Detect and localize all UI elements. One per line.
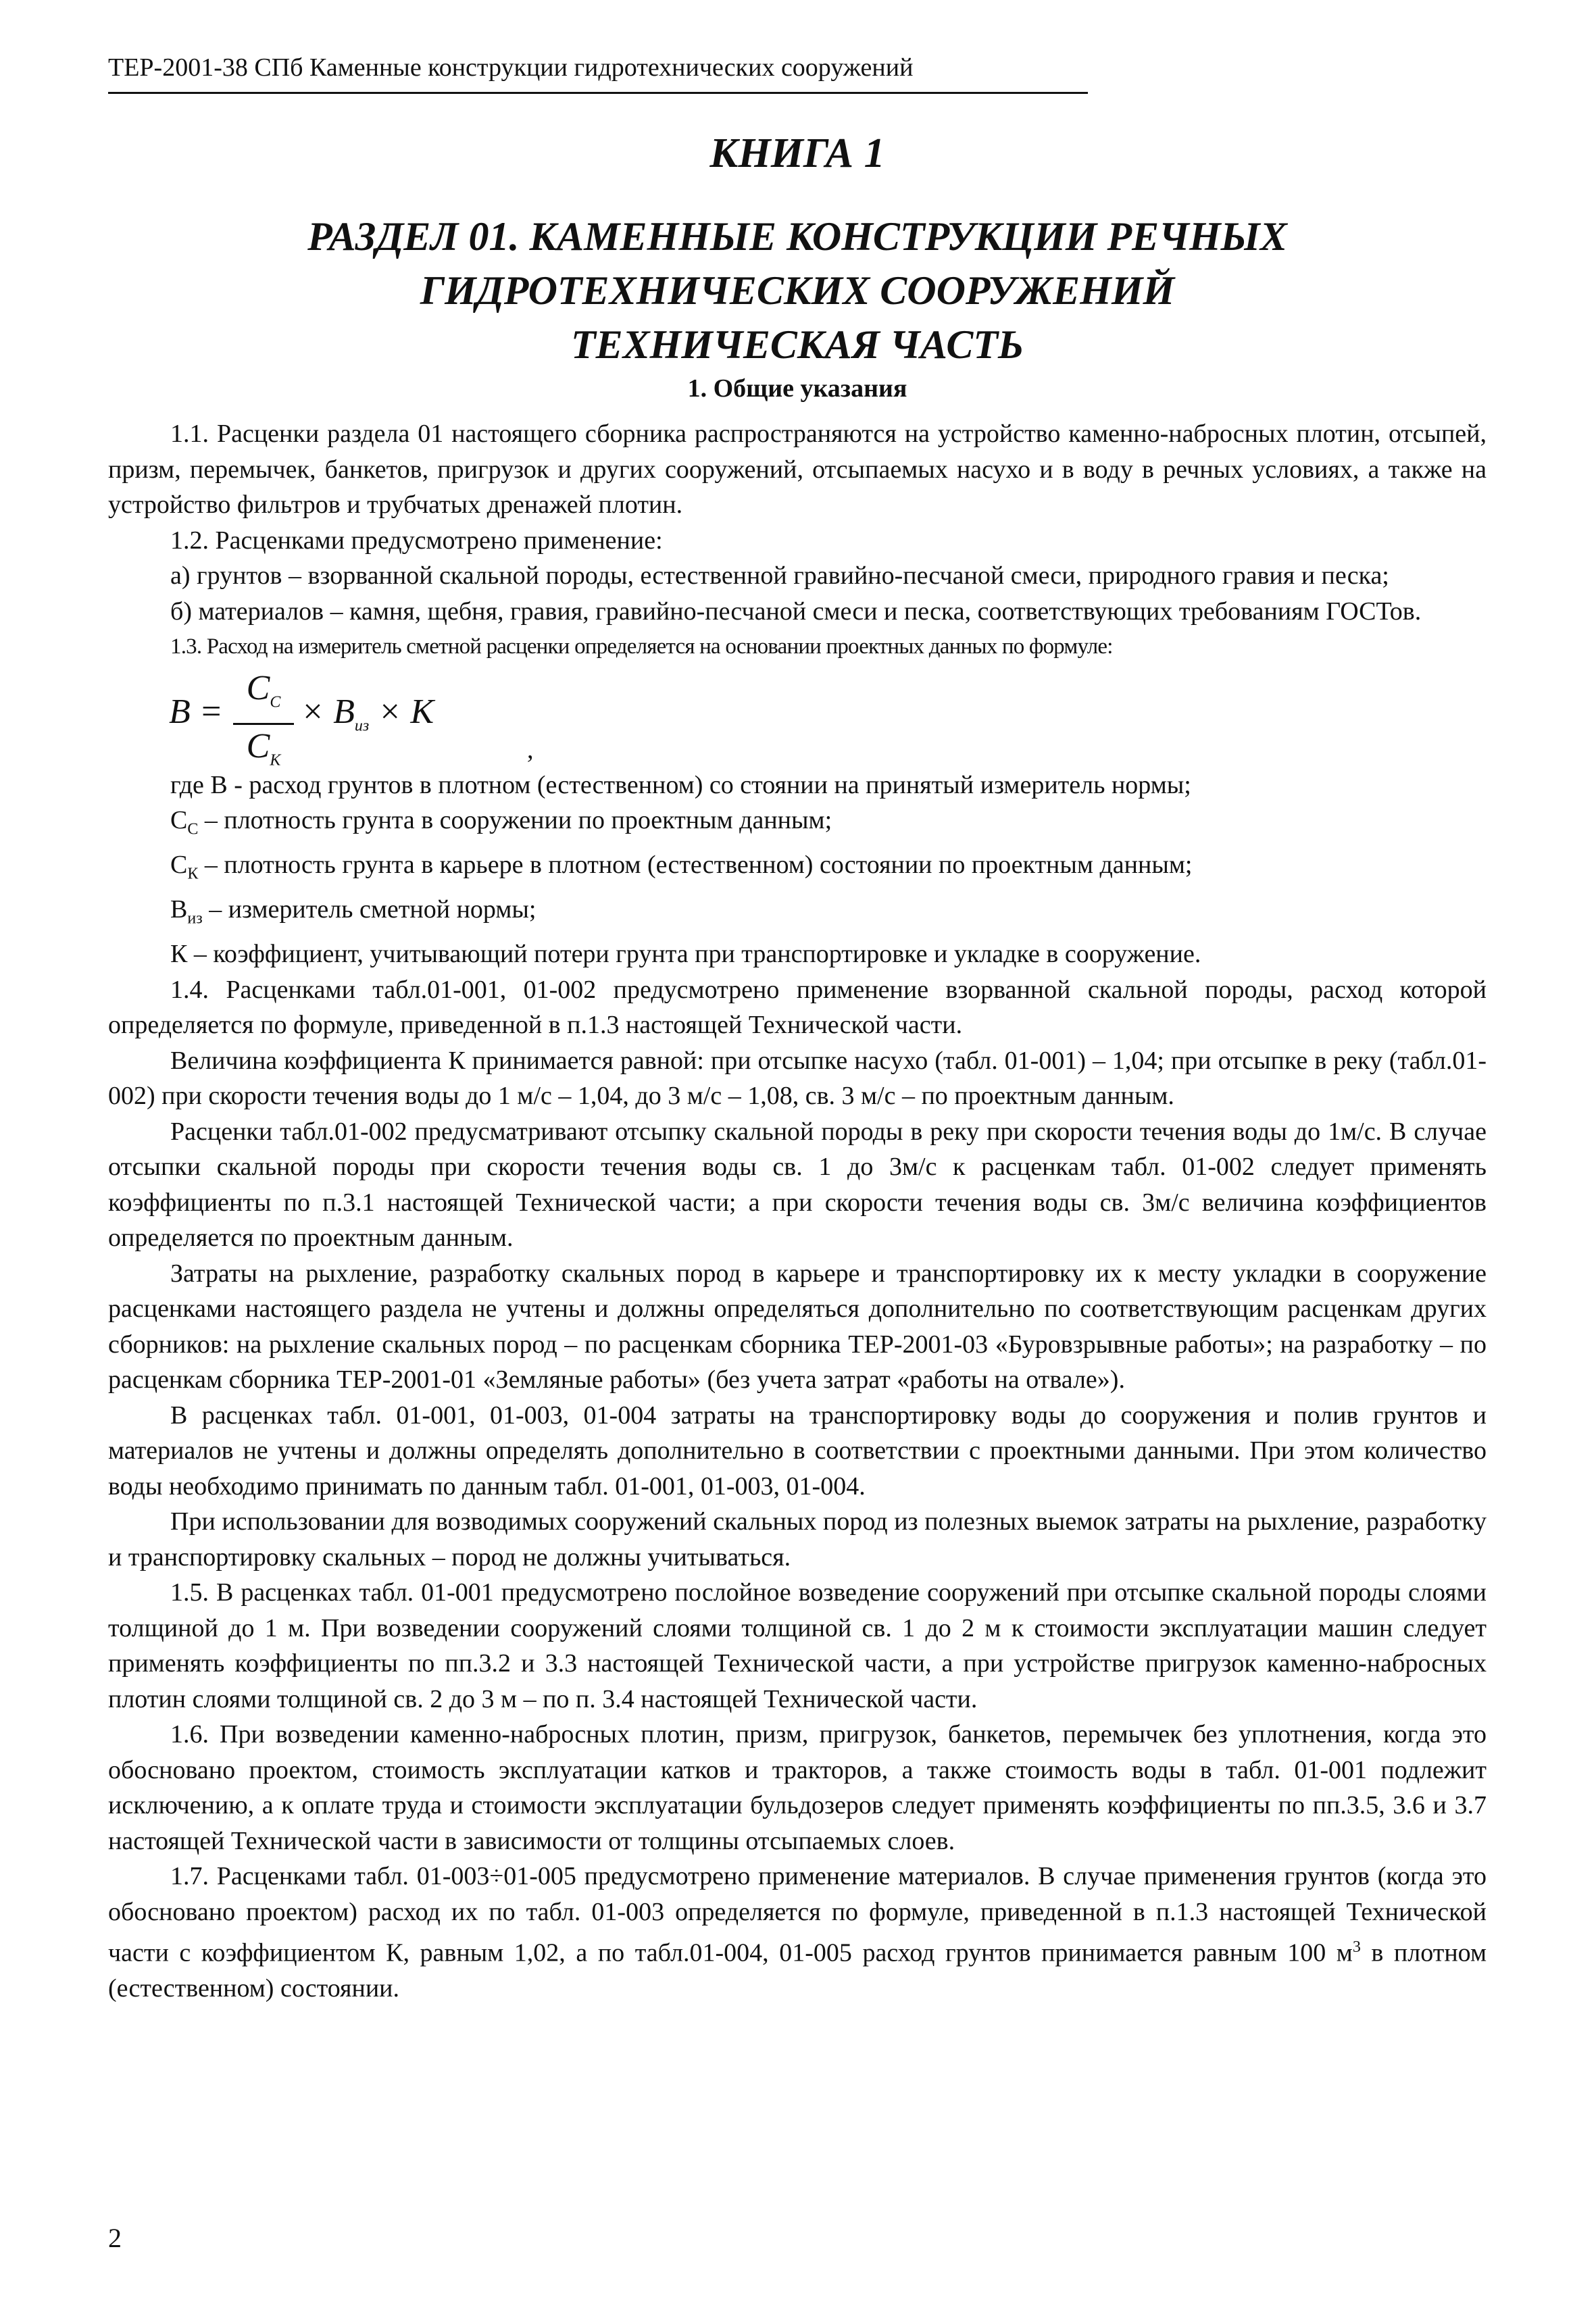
paragraph-1-4-excavation: При использовании для возводимых сооружений скальных пород из полезных выемок затраты на рыхление, разработку и транспортировку скальных – пород не должны учитываться. (108, 1507, 1487, 1571)
paragraph-1-2-b: б) материалов – камня, щебня, гравия, гравийно-песчаной смеси и песка, соответствующих требованиям ГОСТов. (170, 597, 1422, 626)
definition-k: К – коэффициент, учитывающий потери грунта при транспортировке и укладке в сооружение. (170, 940, 1201, 969)
paragraph-1-3: 1.3. Расход на измеритель сметной расценки определяется на основании проектных данных по формуле: (170, 634, 1113, 659)
book-title: КНИГА 1 (709, 130, 885, 176)
subheading: 1. Общие указания (687, 374, 907, 403)
formula-fraction (233, 668, 294, 782)
page-number: 2 (108, 2223, 122, 2253)
section-title-line-3: ТЕХНИЧЕСКАЯ ЧАСТЬ (570, 322, 1024, 367)
definition-biz: $В_{из}$ – измеритель сметной нормы; (170, 895, 537, 928)
section-title-line-1: РАЗДЕЛ 01. КАМЕННЫЕ КОНСТРУКЦИИ РЕЧНЫХ (307, 214, 1287, 259)
formula-lhs: B = (169, 692, 223, 731)
section-title-line-2: ГИДРОТЕХНИЧЕСКИХ СООРУЖЕНИЙ (420, 268, 1175, 313)
paragraph-1-6: 1.6. При возведении каменно-набросных плотин, призм, пригрузок, банкетов, перемычек без уплотнения, когда это обосновано проектом, стоимость эксплуатации катков и тракторов, а также стоимость воды в табл. 01-001 подлежит исключению, а к оплате труда и стоимости эксплуатации бульдозеров следует применять коэффициенты по пп.3.5, 3.6 и 3.7 настоящей Технической части в зависимости от толщины отсыпаемых слоев. (108, 1720, 1487, 1855)
paragraph-1-5: 1.5. В расценках табл. 01-001 предусмотрено послойное возведение сооружений при отсыпке скальной породы слоями толщиной до 1 м. При возведении сооружений слоями толщиной св. 1 до 2 м к стоимости эксплуатации машин следует применять коэффициенты по пп.3.2 и 3.3 настоящей Технической части, а при устройстве пригрузок каменно-набросных плотин слоями толщиной св. 2 до 3 м – по п. 3.4 настоящей Технической части. (108, 1578, 1487, 1713)
formula-rhs: × $B_{из} \times K$ (301, 692, 434, 734)
paragraph-1-4: 1.4. Расценками табл.01-001, 01-002 предусмотрено применение взорванной скальной породы, расход которой определяется по формуле, приведенной в п.1.3 настоящей Технической части. (108, 975, 1487, 1040)
paragraph-1-4-coefficient: Величина коэффициента К принимается равной: при отсыпке насухо (табл. 01-001) – 1,04; при отсыпке в реку (табл.01-002) при скорости течения воды до 1 м/с – 1,04, до 3 м/с – 1,08, св. 3 м/с – по проектным данным. (108, 1046, 1487, 1111)
definition-ck: $С_К$ – плотность грунта в карьере в плотном (естественном) состоянии по проектным данным; (170, 851, 1193, 883)
document-page (108, 0, 1487, 2314)
paragraph-1-4-table-01-002: Расценки табл.01-002 предусматривают отсыпку скальной породы в реку при скорости течения воды до 1м/с. В случае отсыпки скальной породы при скорости течения воды св. 1 до 3м/с к расценкам табл. 01-002 следует применять коэффициенты по п.3.1 настоящей Технической части; а при скорости течения воды св. 3м/с величина коэффициентов определяется по проектным данным. (108, 1117, 1487, 1253)
formula-denominator: $C_K$ (246, 726, 281, 770)
paragraph-1-4-costs: Затраты на рыхление, разработку скальных пород в карьере и транспортировку их к месту укладки в сооружение расценками настоящего раздела не учтены и должны определяться дополнительно по соответствующим расценкам других сборников: на рыхление скальных пород – по расценкам сборника ТЕР-2001-03 «Буровзрывные работы»; на разработку – по расценкам сборника ТЕР-2001-01 «Земляные работы» (без учета затрат «работы на отвале»). (108, 1259, 1487, 1394)
formula-comma: , (527, 735, 534, 764)
definition-b: где В - расход грунтов в плотном (естественном) со стоянии на принятый измеритель нормы; (170, 770, 1191, 799)
section-title (108, 209, 1487, 372)
definition-cc: $С_С$ – плотность грунта в сооружении по проектным данным; (170, 806, 832, 838)
paragraph-1-4-water: В расценках табл. 01-001, 01-003, 01-004 затраты на транспортировку воды до сооружения и полив грунтов и материалов не учтены и должны определять дополнительно в соответствии с проектными данными. При этом количество воды необходимо принимать по данным табл. 01-001, 01-003, 01-004. (108, 1401, 1487, 1501)
formula-numerator: $C_C$ (233, 668, 294, 725)
paragraph-1-2-a: а) грунтов – взорванной скальной породы, естественной гравийно-песчаной смеси, природного гравия и песка; (170, 561, 1389, 590)
running-header: ТЕР-2001-38 СПб Каменные конструкции гидротехнических сооружений (108, 53, 1088, 94)
formula (108, 668, 1487, 770)
paragraph-1-7: 1.7. Расценками табл. 01-003÷01-005 предусмотрено применение материалов. В случае применения грунтов (когда это обосновано проектом) расход их по табл. 01-003 определяется по формуле, приведенной в п.1.3 настоящей Технической части с коэффициентом К, равным 1,02, а по табл.01-004, 01-005 расход грунтов принимается равным 100 $м^3$ в плотном (естественном) состоянии. (108, 1862, 1487, 2003)
paragraph-1-2: 1.2. Расценками предусмотрено применение: (170, 526, 663, 555)
paragraph-1-1: 1.1. Расценки раздела 01 настоящего сборника распространяются на устройство каменно-набросных плотин, отсыпей, призм, перемычек, банкетов, пригрузок и других сооружений, отсыпаемых насухо и в воду в речных условиях, а также на устройство фильтров и трубчатых дренажей плотин. (108, 420, 1487, 519)
body-text (108, 416, 1487, 2007)
